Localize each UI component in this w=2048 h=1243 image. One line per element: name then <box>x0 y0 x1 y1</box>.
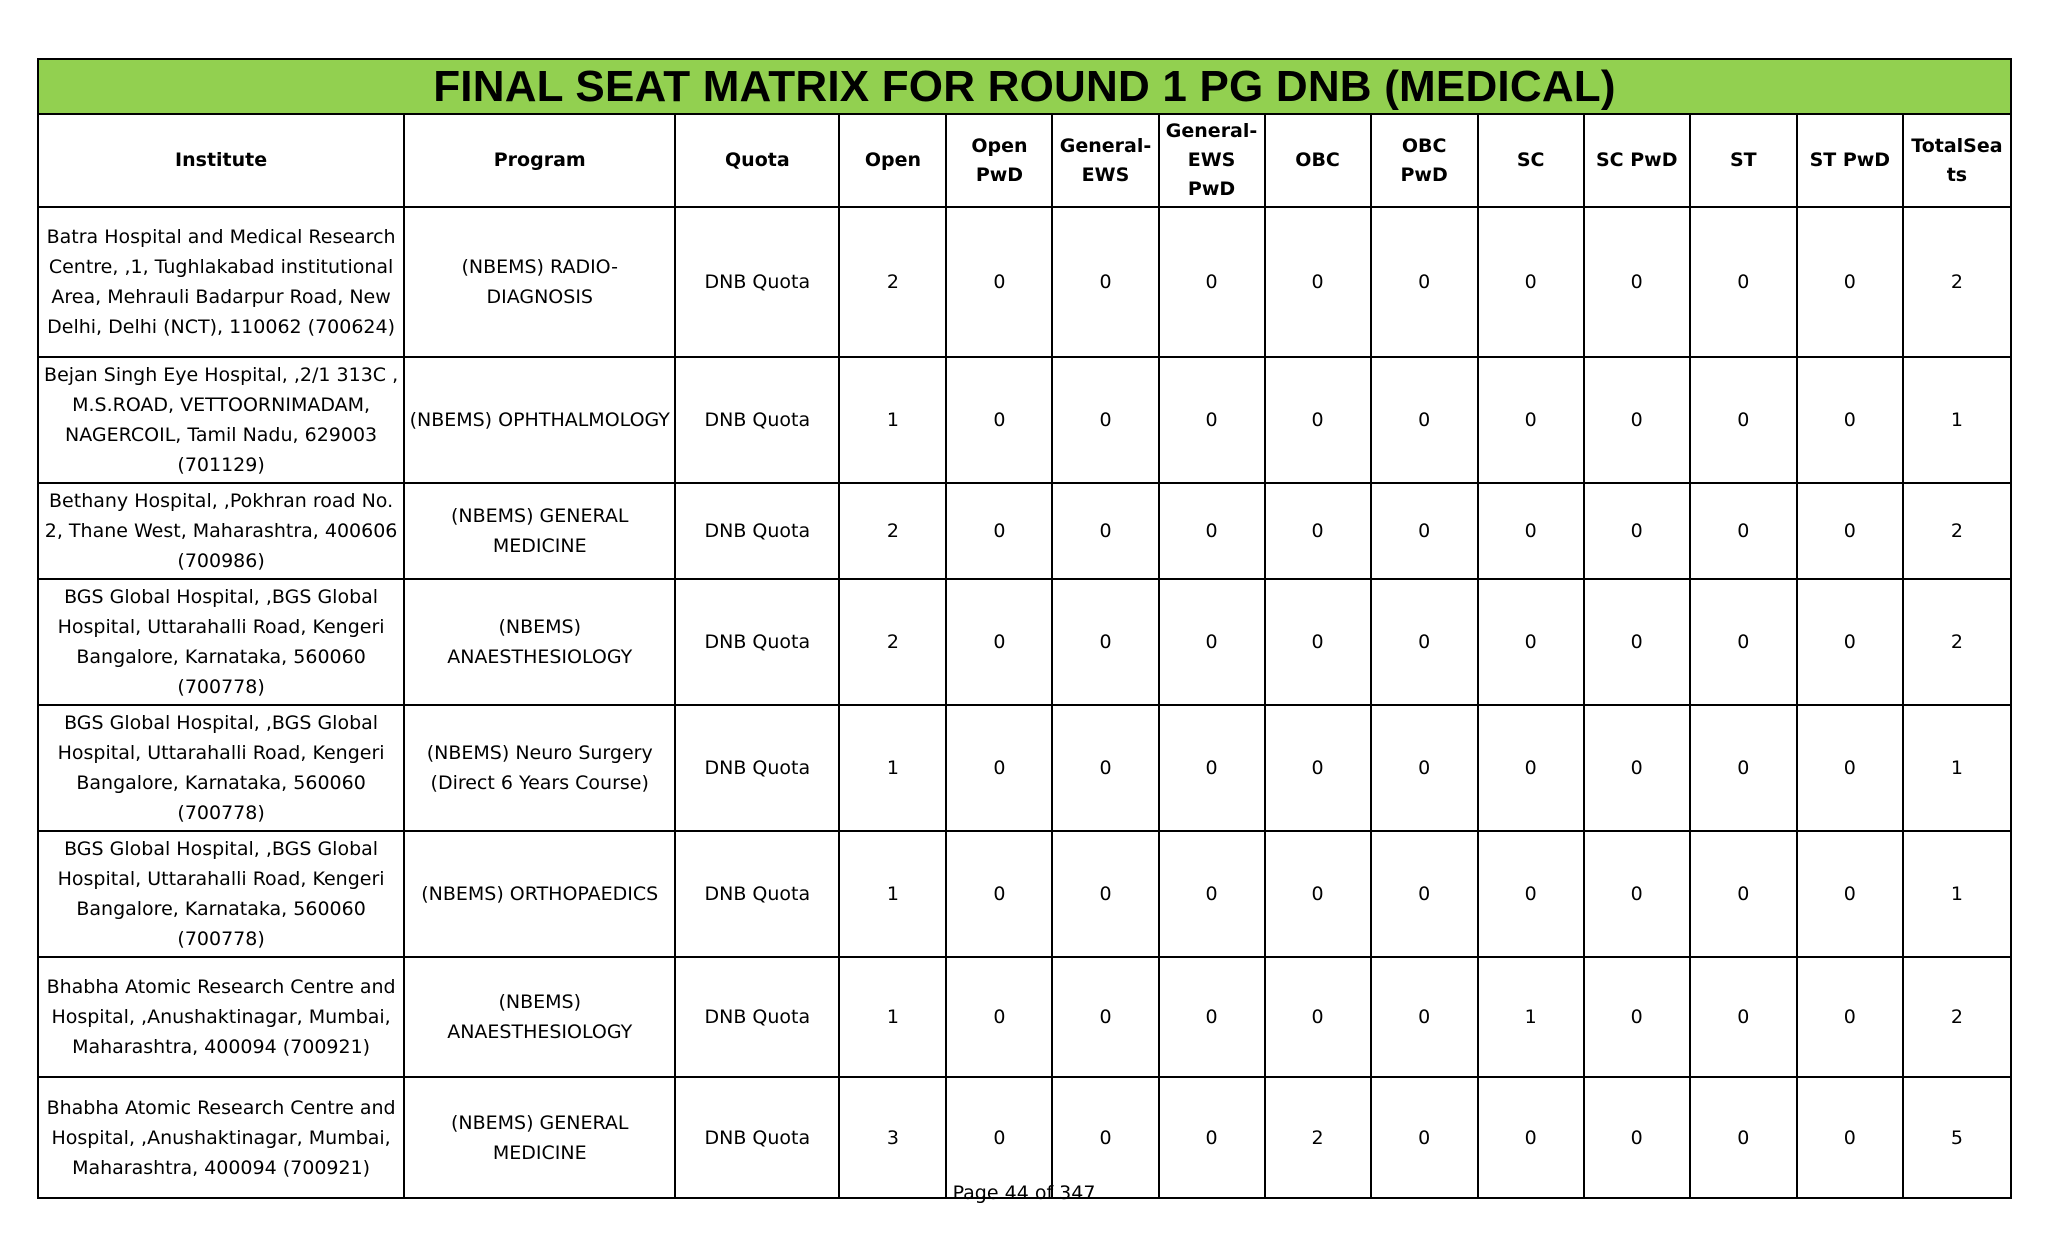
cell-open: 1 <box>839 957 946 1077</box>
cell-obc: 0 <box>1265 831 1371 957</box>
cell-st-pwd: 0 <box>1797 705 1903 831</box>
cell-obc-pwd: 0 <box>1371 705 1478 831</box>
cell-program: (NBEMS) ANAESTHESIOLOGY <box>404 579 675 705</box>
cell-program: (NBEMS) ORTHOPAEDICS <box>404 831 675 957</box>
cell-total-seats: 5 <box>1903 1077 2010 1197</box>
cell-open-pwd: 0 <box>946 483 1052 579</box>
header-general-ews-pwd: General-EWS PwD <box>1159 115 1265 207</box>
cell-obc-pwd: 0 <box>1371 1077 1478 1197</box>
cell-institute: Bhabha Atomic Research Centre and Hospital, ,Anushaktinagar, Mumbai, Maharashtra, 400094 (700921) <box>39 1077 404 1197</box>
cell-quota: DNB Quota <box>675 357 839 483</box>
header-obc: OBC <box>1265 115 1371 207</box>
cell-open-pwd: 0 <box>946 1077 1052 1197</box>
page-number: Page 44 of 347 <box>952 1182 1096 1204</box>
cell-institute: Bejan Singh Eye Hospital, ,2/1 313C , M.S.ROAD, VETTOORNIMADAM, NAGERCOIL, Tamil Nadu, 629003 (701129) <box>39 357 404 483</box>
cell-st: 0 <box>1690 705 1797 831</box>
cell-open-pwd: 0 <box>946 357 1052 483</box>
cell-general-ews: 0 <box>1052 705 1158 831</box>
cell-program: (NBEMS) ANAESTHESIOLOGY <box>404 957 675 1077</box>
seat-matrix-table <box>39 115 2010 1197</box>
cell-total-seats: 1 <box>1903 705 2010 831</box>
cell-obc: 0 <box>1265 579 1371 705</box>
header-open-pwd: Open PwD <box>946 115 1052 207</box>
cell-general-ews-pwd: 0 <box>1159 483 1265 579</box>
cell-sc: 0 <box>1478 831 1584 957</box>
cell-open: 2 <box>839 579 946 705</box>
cell-obc-pwd: 0 <box>1371 957 1478 1077</box>
cell-sc: 0 <box>1478 705 1584 831</box>
cell-total-seats: 2 <box>1903 957 2010 1077</box>
cell-quota: DNB Quota <box>675 1077 839 1197</box>
header-program: Program <box>404 115 675 207</box>
cell-general-ews: 0 <box>1052 483 1158 579</box>
cell-obc: 0 <box>1265 357 1371 483</box>
cell-st-pwd: 0 <box>1797 831 1903 957</box>
cell-institute: Bhabha Atomic Research Centre and Hospital, ,Anushaktinagar, Mumbai, Maharashtra, 400094 (700921) <box>39 957 404 1077</box>
cell-st-pwd: 0 <box>1797 483 1903 579</box>
cell-st-pwd: 0 <box>1797 207 1903 357</box>
cell-total-seats: 1 <box>1903 831 2010 957</box>
cell-general-ews: 0 <box>1052 831 1158 957</box>
header-sc: SC <box>1478 115 1584 207</box>
cell-open-pwd: 0 <box>946 831 1052 957</box>
cell-st-pwd: 0 <box>1797 957 1903 1077</box>
cell-general-ews-pwd: 0 <box>1159 1077 1265 1197</box>
header-st: ST <box>1690 115 1797 207</box>
cell-general-ews: 0 <box>1052 957 1158 1077</box>
cell-sc-pwd: 0 <box>1584 705 1690 831</box>
cell-program: (NBEMS) GENERAL MEDICINE <box>404 483 675 579</box>
table-row <box>39 831 2010 957</box>
cell-open-pwd: 0 <box>946 957 1052 1077</box>
cell-obc: 0 <box>1265 957 1371 1077</box>
cell-general-ews-pwd: 0 <box>1159 957 1265 1077</box>
cell-institute: BGS Global Hospital, ,BGS Global Hospital, Uttarahalli Road, Kengeri Bangalore, Karnataka, 560060 (700778) <box>39 831 404 957</box>
header-sc-pwd: SC PwD <box>1584 115 1690 207</box>
cell-obc-pwd: 0 <box>1371 579 1478 705</box>
cell-general-ews: 0 <box>1052 357 1158 483</box>
cell-general-ews-pwd: 0 <box>1159 579 1265 705</box>
cell-sc: 0 <box>1478 207 1584 357</box>
header-institute: Institute <box>39 115 404 207</box>
cell-quota: DNB Quota <box>675 483 839 579</box>
cell-obc-pwd: 0 <box>1371 207 1478 357</box>
cell-obc-pwd: 0 <box>1371 483 1478 579</box>
table-row <box>39 357 2010 483</box>
header-general-ews: General-EWS <box>1052 115 1158 207</box>
cell-total-seats: 2 <box>1903 207 2010 357</box>
cell-program: (NBEMS) OPHTHALMOLOGY <box>404 357 675 483</box>
cell-st: 0 <box>1690 207 1797 357</box>
cell-open-pwd: 0 <box>946 705 1052 831</box>
table-row <box>39 483 2010 579</box>
cell-obc: 0 <box>1265 207 1371 357</box>
cell-quota: DNB Quota <box>675 579 839 705</box>
cell-st: 0 <box>1690 957 1797 1077</box>
table-row <box>39 705 2010 831</box>
cell-st: 0 <box>1690 483 1797 579</box>
cell-sc: 1 <box>1478 957 1584 1077</box>
cell-st: 0 <box>1690 1077 1797 1197</box>
cell-open-pwd: 0 <box>946 207 1052 357</box>
cell-program: (NBEMS) Neuro Surgery (Direct 6 Years Course) <box>404 705 675 831</box>
header-st-pwd: ST PwD <box>1797 115 1903 207</box>
cell-open-pwd: 0 <box>946 579 1052 705</box>
cell-quota: DNB Quota <box>675 831 839 957</box>
cell-sc: 0 <box>1478 357 1584 483</box>
cell-general-ews: 0 <box>1052 1077 1158 1197</box>
cell-st: 0 <box>1690 579 1797 705</box>
cell-total-seats: 1 <box>1903 357 2010 483</box>
cell-institute: BGS Global Hospital, ,BGS Global Hospital, Uttarahalli Road, Kengeri Bangalore, Karnataka, 560060 (700778) <box>39 579 404 705</box>
cell-open: 1 <box>839 831 946 957</box>
cell-sc: 0 <box>1478 579 1584 705</box>
cell-open: 2 <box>839 207 946 357</box>
cell-obc: 0 <box>1265 705 1371 831</box>
cell-general-ews-pwd: 0 <box>1159 831 1265 957</box>
cell-st-pwd: 0 <box>1797 357 1903 483</box>
cell-institute: Bethany Hospital, ,Pokhran road No. 2, Thane West, Maharashtra, 400606 (700986) <box>39 483 404 579</box>
cell-open: 3 <box>839 1077 946 1197</box>
cell-total-seats: 2 <box>1903 579 2010 705</box>
cell-sc: 0 <box>1478 1077 1584 1197</box>
document-title: FINAL SEAT MATRIX FOR ROUND 1 PG DNB (MEDICAL) <box>39 60 2010 115</box>
header-obc-pwd: OBC PwD <box>1371 115 1478 207</box>
cell-sc: 0 <box>1478 483 1584 579</box>
cell-program: (NBEMS) RADIO-DIAGNOSIS <box>404 207 675 357</box>
cell-obc-pwd: 0 <box>1371 357 1478 483</box>
seat-matrix-sheet <box>37 58 2012 1199</box>
cell-institute: BGS Global Hospital, ,BGS Global Hospital, Uttarahalli Road, Kengeri Bangalore, Karnataka, 560060 (700778) <box>39 705 404 831</box>
cell-st-pwd: 0 <box>1797 579 1903 705</box>
cell-sc-pwd: 0 <box>1584 957 1690 1077</box>
table-row <box>39 1077 2010 1197</box>
cell-st-pwd: 0 <box>1797 1077 1903 1197</box>
cell-quota: DNB Quota <box>675 705 839 831</box>
cell-obc: 0 <box>1265 483 1371 579</box>
cell-general-ews-pwd: 0 <box>1159 705 1265 831</box>
cell-total-seats: 2 <box>1903 483 2010 579</box>
cell-obc: 2 <box>1265 1077 1371 1197</box>
cell-program: (NBEMS) GENERAL MEDICINE <box>404 1077 675 1197</box>
table-row <box>39 957 2010 1077</box>
cell-general-ews-pwd: 0 <box>1159 357 1265 483</box>
cell-st: 0 <box>1690 831 1797 957</box>
cell-open: 1 <box>839 705 946 831</box>
cell-obc-pwd: 0 <box>1371 831 1478 957</box>
table-row <box>39 207 2010 357</box>
cell-quota: DNB Quota <box>675 957 839 1077</box>
table-row <box>39 579 2010 705</box>
cell-quota: DNB Quota <box>675 207 839 357</box>
header-open: Open <box>839 115 946 207</box>
header-quota: Quota <box>675 115 839 207</box>
cell-general-ews-pwd: 0 <box>1159 207 1265 357</box>
cell-sc-pwd: 0 <box>1584 483 1690 579</box>
cell-sc-pwd: 0 <box>1584 207 1690 357</box>
cell-sc-pwd: 0 <box>1584 357 1690 483</box>
header-row <box>39 115 2010 207</box>
header-total-seats: TotalSeats <box>1903 115 2010 207</box>
cell-institute: Batra Hospital and Medical Research Centre, ,1, Tughlakabad institutional Area, Mehrauli Badarpur Road, New Delhi, Delhi (NCT), 110062 (700624) <box>39 207 404 357</box>
cell-general-ews: 0 <box>1052 207 1158 357</box>
cell-sc-pwd: 0 <box>1584 1077 1690 1197</box>
cell-general-ews: 0 <box>1052 579 1158 705</box>
cell-sc-pwd: 0 <box>1584 579 1690 705</box>
cell-open: 1 <box>839 357 946 483</box>
cell-open: 2 <box>839 483 946 579</box>
cell-sc-pwd: 0 <box>1584 831 1690 957</box>
cell-st: 0 <box>1690 357 1797 483</box>
